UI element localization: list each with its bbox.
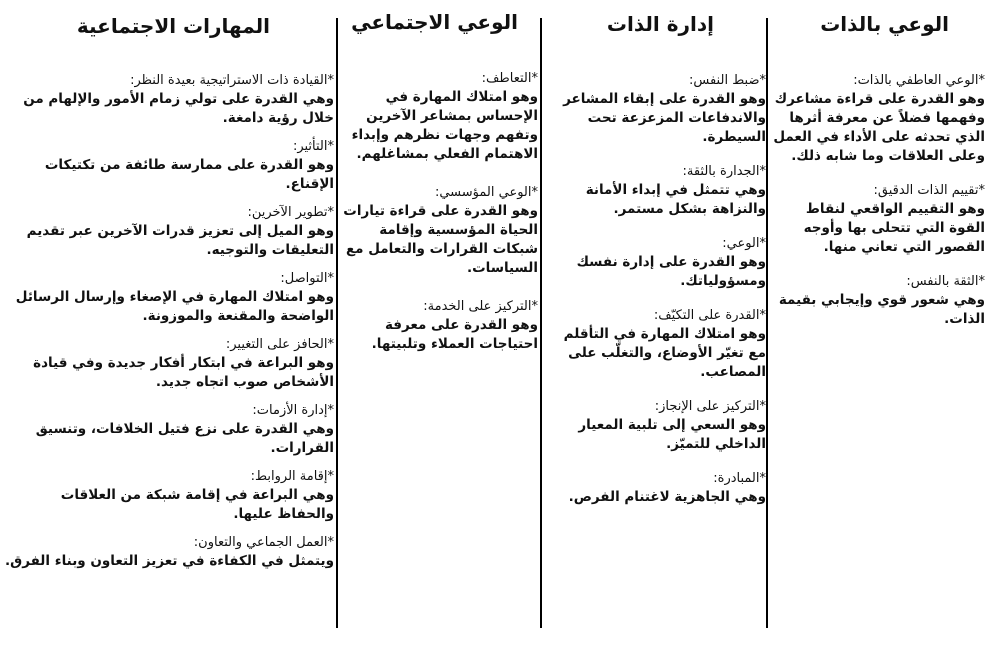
competency-title: *الثقة بالنفس:: [906, 274, 985, 289]
competency-item: [4, 534, 334, 571]
competency-title: *الوعي:: [722, 236, 766, 251]
column-items: [544, 72, 766, 523]
competency-title: *التأثير:: [292, 139, 334, 154]
competency-title: *تطوير الآخرين:: [247, 205, 334, 220]
competency-title: *التركيز على الإنجاز:: [654, 399, 766, 414]
competency-title: *تقييم الذات الدقيق:: [873, 183, 985, 198]
competency-title: *الجدارة بالثقة:: [682, 164, 766, 179]
competency-description: وهو امتلاك المهارة في الإحساس بمشاعر الآخرين وتفهم وجهات نظرهم وإبداء الاهتمام الفعلي بمشاغلهم.: [351, 89, 538, 162]
competency-description: وهو امتلاك المهارة في التأقلم مع تغيّر الأوضاع، والتغلّب على المصاعب.: [563, 326, 766, 380]
column-heading: المهارات الاجتماعية: [76, 14, 270, 38]
competency-item: [340, 184, 538, 278]
competency-description: وهو التقييم الواقعي لنقاط القوة التي تتحلى بها وأوجه القصور التي تعاني منها.: [803, 201, 985, 255]
competency-item: [770, 273, 985, 329]
column-heading: الوعي بالذات: [820, 12, 949, 36]
competency-title: *الوعي المؤسسي:: [434, 185, 538, 200]
column-items: [770, 72, 985, 345]
competency-item: [544, 72, 766, 147]
competency-item: [544, 235, 766, 291]
competency-description: وهي تتمثل في إبداء الأمانة والنزاهة بشكل مستمر.: [585, 182, 766, 217]
competency-description: وهو القدرة على قراءة مشاعرك وفهمها فضلاً عن معرفة أثرها الذي تحدثه على الأداء في العمل وعلى العلاقات وما شابه ذلك.: [773, 91, 985, 164]
competency-title: *القدرة على التكيّف:: [653, 308, 766, 323]
column-divider: [336, 18, 338, 628]
competency-description: وهو الميل إلى تعزيز قدرات الآخرين عبر تقديم التعليقات والتوجيه.: [26, 223, 334, 258]
competency-item: [770, 72, 985, 166]
competency-title: *الوعي العاطفي بالذات:: [853, 73, 985, 88]
competency-description: وهو القدرة على ممارسة طائفة من تكتيكات الإقناع.: [44, 157, 334, 192]
competency-title: *التواصل:: [280, 271, 334, 286]
competency-description: وهو القدرة على إبقاء المشاعر والاندفاعات المزعزعة تحت السيطرة.: [563, 91, 766, 145]
competency-item: [4, 270, 334, 326]
competency-title: *إدارة الأزمات:: [252, 403, 334, 418]
competency-description: وهو امتلاك المهارة في الإصغاء وإرسال الرسائل الواضحة والمقنعة والموزونة.: [15, 289, 334, 324]
competency-description: وهي الجاهزية لاغتنام الفرص.: [568, 489, 766, 505]
competency-description: وهي شعور قوي وإيجابي بقيمة الذات.: [778, 292, 985, 327]
competency-description: وهي البراعة في إقامة شبكة من العلاقات والحفاظ عليها.: [60, 487, 334, 522]
competency-item: [4, 138, 334, 194]
competency-description: ويتمثل في الكفاءة في تعزيز التعاون وبناء الفرق.: [5, 553, 334, 569]
column-divider: [540, 18, 542, 628]
column-heading: إدارة الذات: [606, 12, 714, 36]
competency-item: [4, 402, 334, 458]
competency-item: [340, 298, 538, 354]
competency-title: *العمل الجماعي والتعاون:: [193, 535, 334, 550]
competency-title: *الحافز على التغيير:: [225, 337, 334, 352]
competency-title: *التعاطف:: [481, 71, 538, 86]
competency-item: [544, 470, 766, 507]
column-heading: الوعي الاجتماعي: [351, 10, 518, 34]
competency-item: [340, 70, 538, 164]
competency-description: وهي القدرة على تولي زمام الأمور والإلهام من خلال رؤية دامغة.: [23, 91, 334, 126]
competency-item: [544, 307, 766, 382]
column-social-skills: [4, 0, 334, 647]
competency-item: [544, 398, 766, 454]
competency-title: *إقامة الروابط:: [250, 469, 334, 484]
column-items: [340, 70, 538, 374]
competency-description: وهي القدرة على نزع فتيل الخلافات، وتنسيق القرارات.: [35, 421, 334, 456]
competency-title: *التركيز على الخدمة:: [423, 299, 538, 314]
competency-item: [4, 336, 334, 392]
competency-description: وهو البراعة في ابتكار أفكار جديدة وفي قيادة الأشخاص صوب اتجاه جديد.: [33, 355, 334, 390]
competency-title: *المبادرة:: [713, 471, 766, 486]
column-self-awareness: [770, 0, 985, 647]
competency-item: [4, 72, 334, 128]
column-divider: [766, 18, 768, 628]
competency-description: وهو القدرة على إدارة نفسك ومسؤولياتك.: [576, 254, 766, 289]
column-social-awareness: [340, 0, 538, 647]
competency-item: [544, 163, 766, 219]
competency-description: وهو القدرة على معرفة احتياجات العملاء وتلبيتها.: [371, 317, 538, 352]
column-self-management: [544, 0, 766, 647]
column-items: [4, 72, 334, 581]
competency-title: *القيادة ذات الاستراتيجية بعيدة النظر:: [130, 73, 334, 88]
competency-description: وهو السعي إلى تلبية المعيار الداخلي للتميّز.: [578, 417, 766, 452]
competency-title: *ضبط النفس:: [689, 73, 766, 88]
competency-item: [4, 468, 334, 524]
competency-item: [4, 204, 334, 260]
competency-item: [770, 182, 985, 257]
competency-description: وهو القدرة على قراءة تيارات الحياة المؤسسية وإقامة شبكات القرارات والتعامل مع السياسات.: [343, 203, 538, 276]
